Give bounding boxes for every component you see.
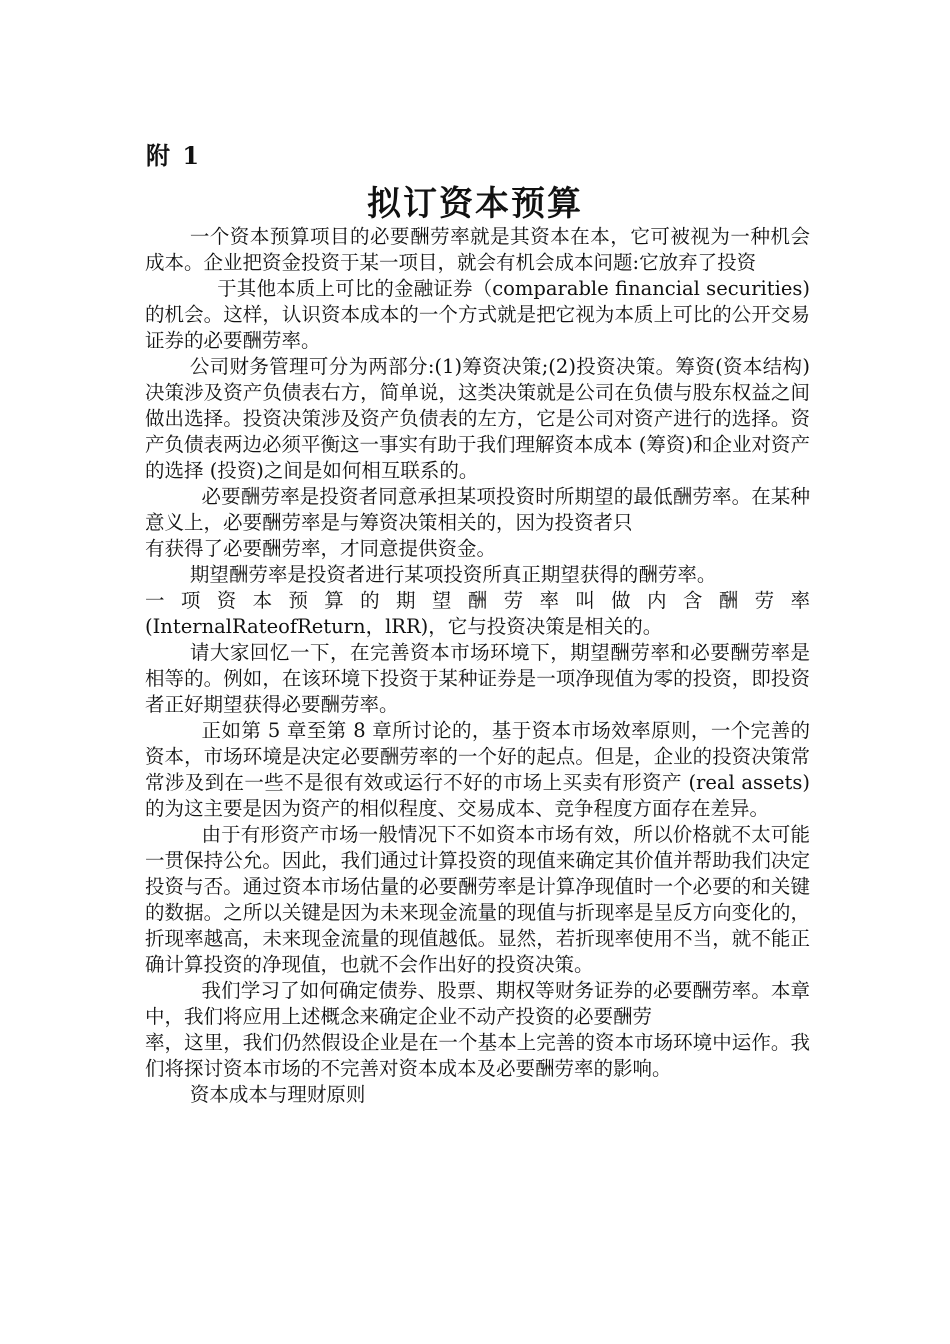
appendix-label: 附 1 xyxy=(146,141,202,170)
paragraph: 率，这里，我们仍然假设企业是在一个基本上完善的资本市场环境中运作。我们将探讨资本市场的不完善对资本成本及必要酬劳率的影响。 xyxy=(145,1031,810,1080)
section-heading: 资本成本与理财原则 xyxy=(189,1083,366,1106)
paragraph: 一项资本预算的期望酬劳率叫做内含酬劳率 xyxy=(145,589,810,612)
paragraph: 公司财务管理可分为两部分:(1)筹资决策;(2)投资决策。筹资(资本结构)决策涉及资产负债表右方，简单说，这类决策就是公司在负债与股东权益之间做出选择。投资决策涉及资产负债表的左方，它是公司对资产进行的选择。资产负债表两边必须平衡这一事实有助于我们理解资本成本 (筹资)和企业对资产的选择 (投资)之间是如何相互联系的。 xyxy=(145,355,810,482)
document-body xyxy=(145,224,810,1108)
paragraph: 于其他本质上可比的金融证券（comparable financial securities)的机会。这样，认识资本成本的一个方式就是把它视为本质上可比的公开交易证券的必要酬劳率。 xyxy=(145,277,810,352)
paragraph: 请大家回忆一下，在完善资本市场环境下，期望酬劳率和必要酬劳率是相等的。例如，在该环境下投资于某种证券是一项净现值为零的投资，即投资者正好期望获得必要酬劳率。 xyxy=(145,641,810,716)
document-title: 拟订资本预算 xyxy=(367,184,583,224)
paragraph: 一个资本预算项目的必要酬劳率就是其资本在本，它可被视为一种机会成本。企业把资金投资于某一项目，就会有机会成本问题:它放弃了投资 xyxy=(145,225,810,274)
paragraph: 有获得了必要酬劳率，才同意提供资金。 xyxy=(145,537,497,560)
paragraph: 必要酬劳率是投资者同意承担某项投资时所期望的最低酬劳率。在某种意义上，必要酬劳率是与筹资决策相关的，因为投资者只 xyxy=(145,485,810,534)
paragraph: 由于有形资产市场一般情况下不如资本市场有效，所以价格就不太可能一贯保持公允。因此，我们通过计算投资的现值来确定其价值并帮助我们决定投资与否。通过资本市场估量的必要酬劳率是计算净现值时一个必要的和关键的数据。之所以关键是因为未来现金流量的现值与折现率是呈反方向变化的，折现率越高，未来现金流量的现值越低。显然，若折现率使用不当，就不能正确计算投资的净现值，也就不会作出好的投资决策。 xyxy=(145,823,810,976)
paragraph: 正如第 5 章至第 8 章所讨论的，基于资本市场效率原则，一个完善的资本，市场环境是决定必要酬劳率的一个好的起点。但是，企业的投资决策常常涉及到在一些不是很有效或运行不好的市场上买卖有形资产 (real assets)的为这主要是因为资产的相似程度、交易成本、竞争程度方面存在差异。 xyxy=(145,719,810,820)
paragraph: 期望酬劳率是投资者进行某项投资所真正期望获得的酬劳率。 xyxy=(189,563,717,586)
paragraph: (InternalRateofReturn，lRR)，它与投资决策是相关的。 xyxy=(145,615,663,638)
paragraph: 我们学习了如何确定债券、股票、期权等财务证券的必要酬劳率。本章中，我们将应用上述概念来确定企业不动产投资的必要酬劳 xyxy=(145,979,810,1028)
